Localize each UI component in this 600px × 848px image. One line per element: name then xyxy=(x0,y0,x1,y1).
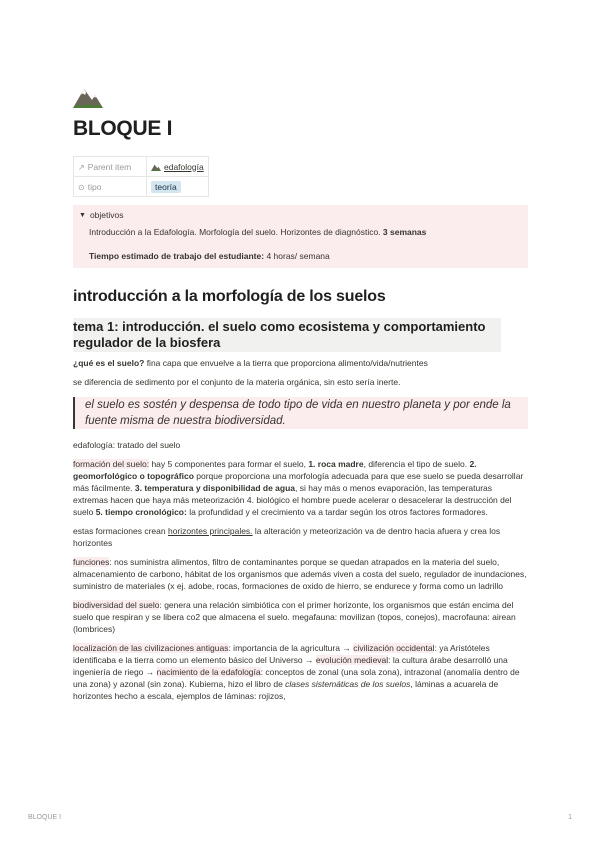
paragraph: biodiversidad del suelo: genera una relación simbiótica con el primer horizonte, los organismos que están encima del suelo que respiran y se libera co2 que almacena el suelo. megafauna: movilizan (topos, conejos), macrofauna: airean (lombrices) xyxy=(73,600,516,634)
paragraph: localización de las civilizaciones antiguas: importancia de la agricultura → civilización occidental: ya Aristóteles identificaba e la tierra como un elemento básico del Universo → evolución medieval: la cultura árabe desarrolló una ingeniería de riego → nacimiento de la edafología: conceptos de zonal (una sola zona), intrazonal (anomalía dentro de una zona) y azonal (sin zona). Kubierna, hizo el libro de clases sistemáticas de los suelos, láminas a acuarela de horizontes hecho a escala, ejemplos de láminas: rojizos, xyxy=(73,643,520,701)
paragraph: se diferencia de sedimento por el conjunto de la materia orgánica, sin esto sería inerte. xyxy=(73,377,401,387)
paragraph: formación del suelo: hay 5 componentes para formar el suelo, 1. roca madre, diferencia el tipo de suelo. 2. geomorfológico o topográfico porque proporciona una morfología adecuada para que ese suelo se pueda desarrollar más fácilmente. 3. temperatura y disponibilidad de agua, si hay más o menos evaporación, las temperaturas extremas hacen que haya más meteorización 4. biológico el hombre puede acelerar o desacelerar la destrucción del suelo 5. tiempo cronológico: la profundidad y el crecimiento va a tardar según los otros factores formadores. xyxy=(73,459,524,517)
mountain-icon xyxy=(151,163,161,171)
property-key xyxy=(74,157,147,177)
paragraph: estas formaciones crean horizontes principales. la alteración y meteorización va de dentro hacia afuera y crea los horizontes xyxy=(73,526,501,548)
paragraph: edafología: tratado del suelo xyxy=(73,440,181,450)
objetivos-toggle xyxy=(73,205,528,268)
paragraph: funciones: nos suministra alimentos, filtro de contaminantes porque se quedan atrapados en la materia del suelo, almacenamiento de carbono, hábitat de los organismos que además viven a costa del suelo, regulador de inundaciones, suministro de materiales (x ej. adobe, rocas, formaciones de oxido de hierro, se endurece y forma como un ladrillo xyxy=(73,557,527,591)
underlined-term: horizontes principales. xyxy=(167,526,253,536)
footer-left: BLOQUE I xyxy=(28,814,62,821)
arrow-right-icon: → xyxy=(305,655,314,665)
property-parent-item xyxy=(74,157,209,177)
tipo-tag[interactable]: teoría xyxy=(151,181,181,193)
objetivos-line: Tiempo estimado de trabajo del estudiante: 4 horas/ semana xyxy=(89,251,330,261)
property-tipo xyxy=(74,177,209,197)
paragraph: ¿qué es el suelo? fina capa que envuelve a la tierra que proporciona alimento/vida/nutrientes xyxy=(73,358,428,368)
property-value[interactable] xyxy=(147,177,209,197)
section-heading: introducción a la morfología de los suelos xyxy=(73,288,386,305)
toggle-label: objetivos xyxy=(89,210,124,220)
arrow-right-icon: → xyxy=(342,643,351,653)
properties-table xyxy=(73,156,209,197)
document-page xyxy=(73,84,528,702)
page-title: BLOQUE I xyxy=(73,117,173,140)
property-value[interactable] xyxy=(147,157,209,177)
select-icon: ⊙ xyxy=(78,182,85,192)
property-key-label: tipo xyxy=(87,181,102,192)
subsection-heading: tema 1: introducción. el suelo como ecosistema y comportamiento regulador de la biosfera xyxy=(73,318,501,352)
toggle-triangle-icon[interactable]: ▼ xyxy=(79,211,86,219)
arrow-up-right-icon: ↗ xyxy=(78,162,85,172)
footer-page-number: 1 xyxy=(568,814,572,821)
mountain-icon xyxy=(73,84,103,108)
parent-item-link[interactable]: edafología xyxy=(164,161,204,172)
toggle-header[interactable] xyxy=(79,210,522,220)
property-key xyxy=(74,177,147,197)
arrow-right-icon: → xyxy=(145,667,155,677)
objetivos-line: Introducción a la Edafología. Morfología del suelo. Horizontes de diagnóstico. 3 semanas xyxy=(89,227,427,237)
property-key-label: Parent item xyxy=(87,161,132,172)
quote-block: el suelo es sostén y despensa de todo tipo de vida en nuestro planeta y por ende la fuente misma de nuestra biodiversidad. xyxy=(73,397,528,429)
